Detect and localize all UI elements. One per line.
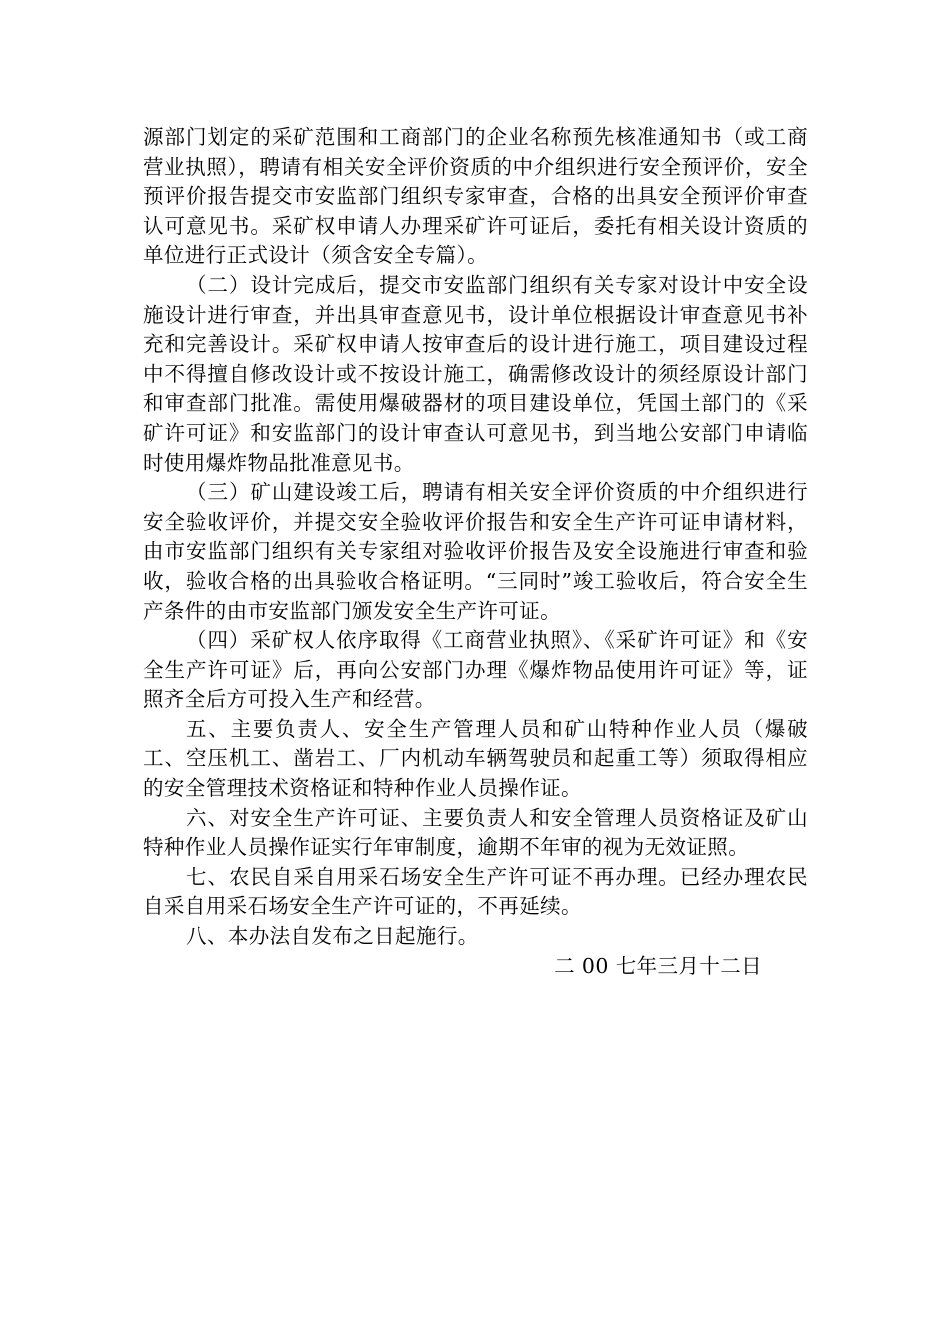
paragraph-section-5: 五、主要负责人、安全生产管理人员和矿山特种作业人员（爆破工、空压机工、凿岩工、厂内机动车辆驾驶员和起重工等）须取得相应的安全管理技术资格证和特种作业人员操作证。 bbox=[143, 716, 808, 801]
paragraph-item-2: （二）设计完成后，提交市安监部门组织有关专家对设计中安全设施设计进行审查，并出具审查意见书，设计单位根据设计审查意见书补充和完善设计。采矿权申请人按审查后的设计进行施工，项目建设过程中不得擅自修改设计或不按设计施工，确需修改设计的须经原设计部门和审查部门批准。需使用爆破器材的项目建设单位，凭国土部门的《采矿许可证》和安监部门的设计审查认可意见书，到当地公安部门申请临时使用爆炸物品批准意见书。 bbox=[143, 272, 808, 475]
document-date: 二 00 七年三月十二日 bbox=[554, 953, 762, 978]
paragraph-section-6: 六、对安全生产许可证、主要负责人和安全管理人员资格证及矿山特种作业人员操作证实行年审制度，逾期不年审的视为无效证照。 bbox=[143, 805, 808, 860]
paragraph-section-8: 八、本办法自发布之日起施行。 bbox=[186, 924, 479, 949]
paragraph-item-3: （三）矿山建设竣工后，聘请有相关安全评价资质的中介组织进行安全验收评价，并提交安全验收评价报告和安全生产许可证申请材料，由市安监部门组织有关专家组对验收评价报告及安全设施进行审查和验收，验收合格的出具验收合格证明。“三同时”竣工验收后，符合安全生产条件的由市安监部门颁发安全生产许可证。 bbox=[143, 480, 808, 623]
paragraph-section-7: 七、农民自采自用采石场安全生产许可证不再办理。已经办理农民自采自用采石场安全生产许可证的，不再延续。 bbox=[143, 864, 808, 919]
paragraph-continuation: 源部门划定的采矿范围和工商部门的企业名称预先核准通知书（或工商营业执照），聘请有相关安全评价资质的中介组织进行安全预评价，安全预评价报告提交市安监部门组织专家审查，合格的出具安全预评价审查认可意见书。采矿权申请人办理采矿许可证后，委托有相关设计资质的单位进行正式设计（须含安全专篇）。 bbox=[143, 125, 808, 268]
paragraph-item-4: （四）采矿权人依序取得《工商营业执照》、《采矿许可证》和《安全生产许可证》后，再向公安部门办理《爆炸物品使用许可证》等，证照齐全后方可投入生产和经营。 bbox=[143, 628, 808, 712]
document-body bbox=[143, 123, 808, 981]
